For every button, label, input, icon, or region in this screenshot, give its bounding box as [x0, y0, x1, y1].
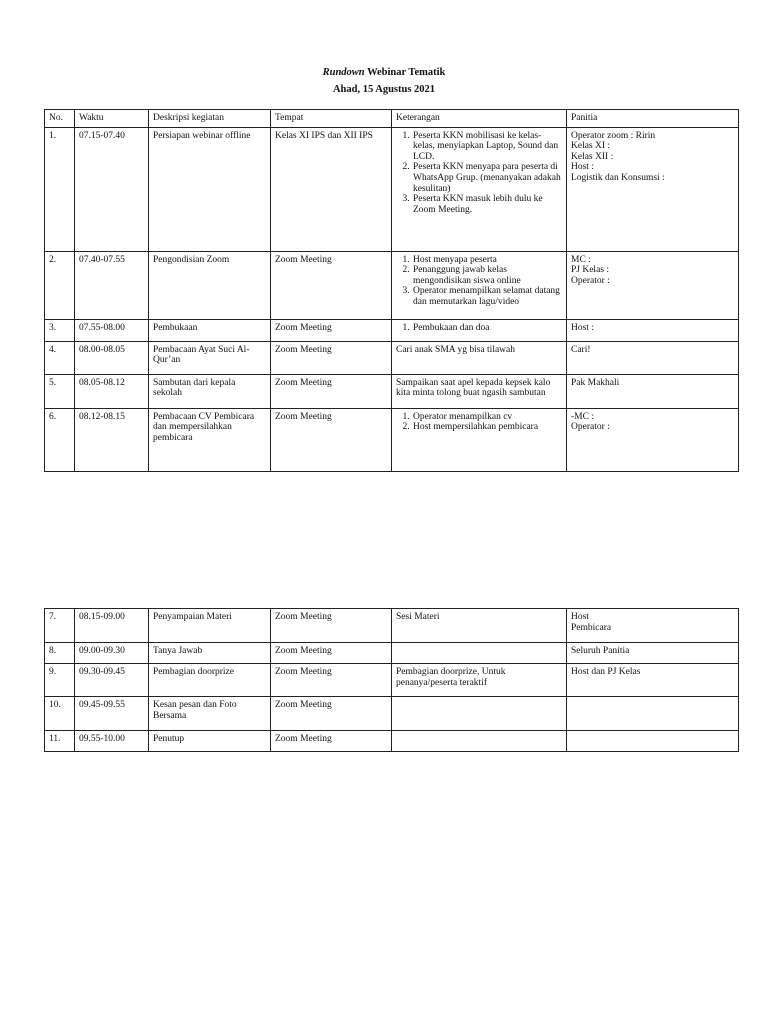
- header-tempat: Tempat: [271, 110, 392, 128]
- cell-keterangan: [392, 643, 567, 664]
- cell-no: 3.: [45, 319, 75, 341]
- rundown-table-1-body: [45, 110, 739, 472]
- cell-keterangan: Sesi Materi: [392, 609, 567, 643]
- panitia-line: Host dan PJ Kelas: [571, 667, 641, 677]
- panitia-line: Operator :: [571, 275, 610, 286]
- header-panitia: Panitia: [567, 110, 739, 128]
- cell-panitia: [567, 341, 739, 374]
- keterangan-list-item: 2. Peserta KKN menyapa para peserta di WhatsApp Grup. (menanyakan adakah kesulitan): [412, 162, 562, 194]
- keterangan-list-item: 2. Host mempersilahkan pembicara: [412, 422, 562, 433]
- panitia-line: Pak Makhali: [571, 377, 620, 388]
- cell-tempat: Zoom Meeting: [271, 319, 392, 341]
- cell-keterangan: [392, 731, 567, 752]
- cell-panitia: [567, 319, 739, 341]
- cell-no: 10.: [45, 697, 75, 731]
- table-row: [45, 609, 739, 643]
- cell-tempat: Zoom Meeting: [271, 408, 392, 471]
- cell-no: 1.: [45, 127, 75, 251]
- cell-deskripsi: Persiapan webinar offline: [149, 127, 271, 251]
- keterangan-list: [396, 131, 562, 216]
- panitia-line: MC :: [571, 254, 591, 265]
- keterangan-list-item: 1. Pembukaan dan doa: [412, 323, 562, 334]
- cell-waktu: 08.15-09.00: [75, 609, 149, 643]
- cell-keterangan: Sampaikan saat apel kepada kepsek kalo kita minta tolong buat ngasih sambutan: [392, 374, 567, 408]
- cell-no: 8.: [45, 643, 75, 664]
- cell-waktu: 07.55-08.00: [75, 319, 149, 341]
- table-row: [45, 341, 739, 374]
- cell-panitia: [567, 731, 739, 752]
- panitia-line: Cari!: [571, 344, 591, 355]
- cell-waktu: 08.00-08.05: [75, 341, 149, 374]
- panitia-line: Operator :: [571, 422, 610, 433]
- cell-tempat: Zoom Meeting: [271, 643, 392, 664]
- table-row: [45, 731, 739, 752]
- table-row: [45, 251, 739, 319]
- cell-panitia: [567, 374, 739, 408]
- cell-waktu: 08.12-08.15: [75, 408, 149, 471]
- cell-deskripsi: Tanya Jawab: [149, 643, 271, 664]
- keterangan-list-item: 1. Operator menampilkan cv: [412, 412, 562, 423]
- table-row: [45, 319, 739, 341]
- cell-tempat: Kelas XI IPS dan XII IPS: [271, 127, 392, 251]
- cell-panitia: [567, 408, 739, 471]
- cell-no: 9.: [45, 664, 75, 697]
- cell-waktu: 09.55-10.00: [75, 731, 149, 752]
- panitia-line: Operator zoom : Ririn: [571, 130, 656, 141]
- document-date: Ahad, 15 Agustus 2021: [332, 84, 436, 95]
- panitia-line: Seluruh Panitia: [571, 646, 630, 656]
- title-italic: Rundown: [322, 67, 365, 78]
- cell-no: 6.: [45, 408, 75, 471]
- rundown-table-2: [44, 608, 739, 752]
- cell-tempat: Zoom Meeting: [271, 697, 392, 731]
- cell-keterangan: [392, 697, 567, 731]
- cell-waktu: 09.00-09.30: [75, 643, 149, 664]
- keterangan-list-item: 3. Operator menampilkan selamat datang dan memutarkan lagu/video: [412, 286, 562, 307]
- cell-deskripsi: Kesan pesan dan Foto Bersama: [149, 697, 271, 731]
- cell-waktu: 09.45-09.55: [75, 697, 149, 731]
- cell-deskripsi: Pembagian doorprize: [149, 664, 271, 697]
- cell-tempat: Zoom Meeting: [271, 609, 392, 643]
- header-no: No.: [45, 110, 75, 128]
- table-header-row: [45, 110, 739, 128]
- panitia-line: Host :: [571, 162, 594, 173]
- cell-tempat: Zoom Meeting: [271, 731, 392, 752]
- header-keterangan: Keterangan: [392, 110, 567, 128]
- cell-tempat: Zoom Meeting: [271, 664, 392, 697]
- keterangan-list-item: 1. Peserta KKN mobilisasi ke kelas-kelas, menyiapkan Laptop, Sound dan LCD.: [412, 131, 562, 163]
- keterangan-list-item: 3. Peserta KKN masuk lebih dulu ke Zoom Meeting.: [412, 194, 562, 215]
- table-row: [45, 697, 739, 731]
- cell-panitia: [567, 664, 739, 697]
- header-waktu: Waktu: [75, 110, 149, 128]
- title-rest: Webinar Tematik: [364, 67, 446, 78]
- cell-panitia: [567, 127, 739, 251]
- keterangan-list-item: 2. Penanggung jawab kelas mengondisikan siswa online: [412, 265, 562, 286]
- cell-keterangan: [392, 408, 567, 471]
- panitia-line: Kelas XI :: [571, 141, 611, 152]
- panitia-line: -MC :: [571, 411, 594, 422]
- cell-waktu: 08.05-08.12: [75, 374, 149, 408]
- rundown-table-2-body: [45, 609, 739, 752]
- panitia-line: Kelas XII :: [571, 151, 614, 162]
- cell-panitia: [567, 643, 739, 664]
- cell-deskripsi: Pembacaan CV Pembicara dan mempersilahkan pembicara: [149, 408, 271, 471]
- cell-keterangan: Pembagian doorprize, Untuk penanya/peserta teraktif: [392, 664, 567, 697]
- cell-deskripsi: Pengondisian Zoom: [149, 251, 271, 319]
- cell-keterangan: Cari anak SMA yg bisa tilawah: [392, 341, 567, 374]
- keterangan-list: [396, 412, 562, 433]
- cell-keterangan: [392, 319, 567, 341]
- table-row: [45, 127, 739, 251]
- cell-panitia: [567, 251, 739, 319]
- cell-no: 7.: [45, 609, 75, 643]
- keterangan-list: [396, 255, 562, 308]
- table-row: [45, 643, 739, 664]
- cell-no: 11.: [45, 731, 75, 752]
- document-title: [0, 67, 768, 78]
- keterangan-list: [396, 323, 562, 334]
- cell-tempat: Zoom Meeting: [271, 374, 392, 408]
- cell-deskripsi: Pembukaan: [149, 319, 271, 341]
- header-deskripsi: Deskripsi kegiatan: [149, 110, 271, 128]
- panitia-line: Host: [571, 612, 589, 622]
- cell-deskripsi: Pembacaan Ayat Suci Al-Qur’an: [149, 341, 271, 374]
- cell-deskripsi: Sambutan dari kepala sekolah: [149, 374, 271, 408]
- table-row: [45, 408, 739, 471]
- panitia-line: Host :: [571, 322, 594, 333]
- cell-no: 2.: [45, 251, 75, 319]
- cell-keterangan: [392, 251, 567, 319]
- cell-no: 5.: [45, 374, 75, 408]
- keterangan-list-item: 1. Host menyapa peserta: [412, 255, 562, 266]
- cell-deskripsi: Penyampaian Materi: [149, 609, 271, 643]
- table-row: [45, 374, 739, 408]
- table-row: [45, 664, 739, 697]
- cell-panitia: [567, 697, 739, 731]
- cell-keterangan: [392, 127, 567, 251]
- panitia-line: Logistik dan Konsumsi :: [571, 172, 665, 183]
- rundown-table-1: [44, 109, 739, 472]
- cell-deskripsi: Penutup: [149, 731, 271, 752]
- cell-no: 4.: [45, 341, 75, 374]
- panitia-line: PJ Kelas :: [571, 265, 609, 276]
- cell-waktu: 07.40-07.55: [75, 251, 149, 319]
- cell-tempat: Zoom Meeting: [271, 341, 392, 374]
- cell-waktu: 07.15-07.40: [75, 127, 149, 251]
- cell-panitia: [567, 609, 739, 643]
- panitia-line: Pembicara: [571, 622, 612, 633]
- cell-tempat: Zoom Meeting: [271, 251, 392, 319]
- cell-waktu: 09.30-09.45: [75, 664, 149, 697]
